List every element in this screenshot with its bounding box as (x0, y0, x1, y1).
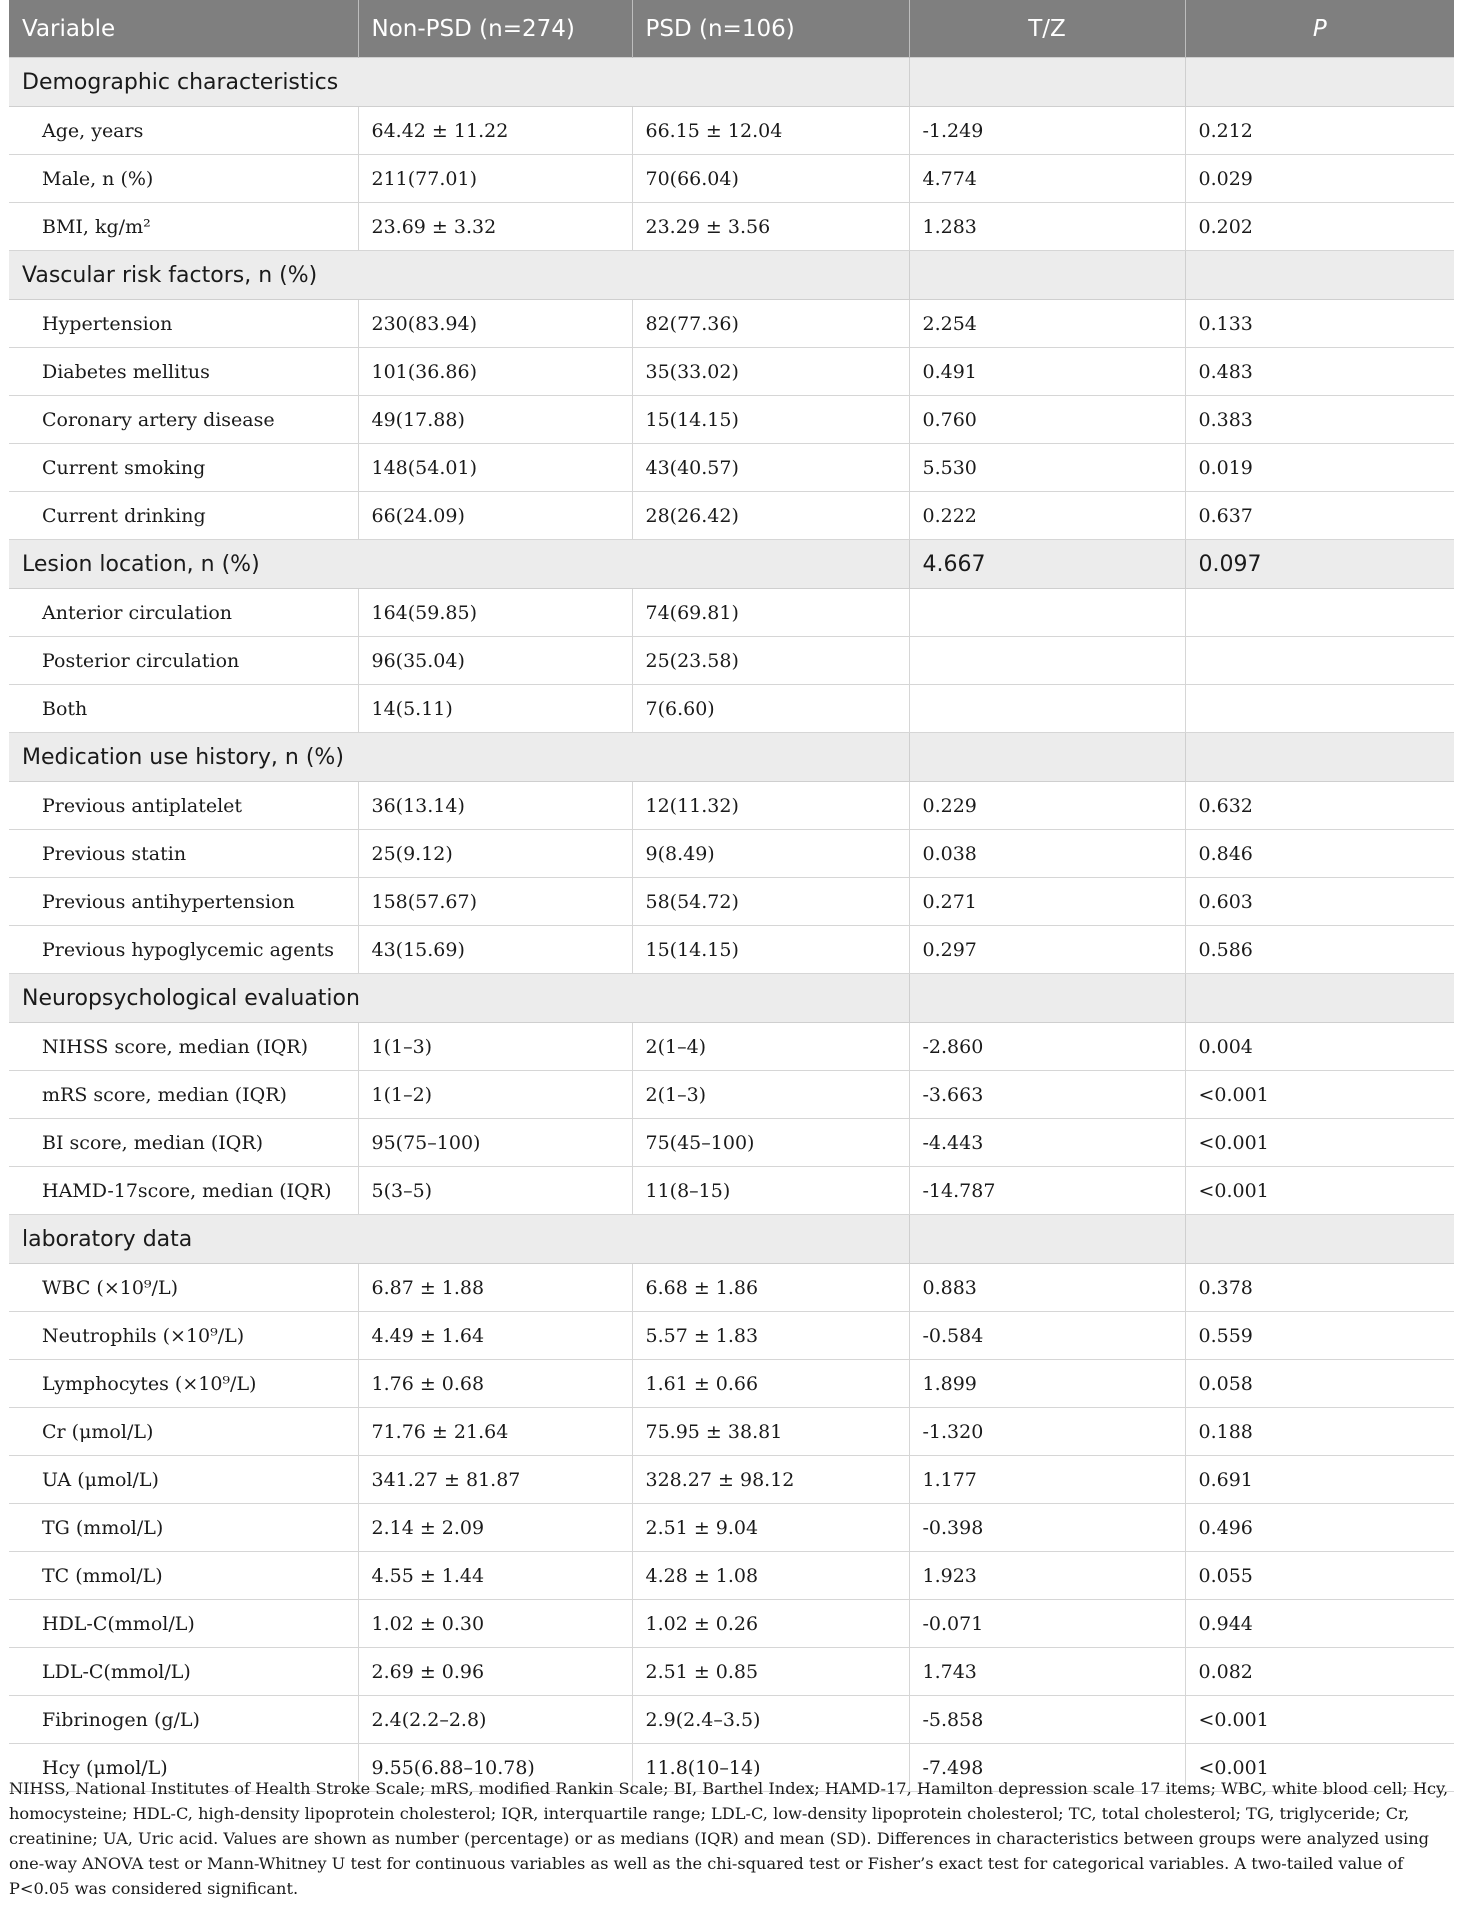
cell-psd: 2.9(2.4–3.5) (632, 1696, 909, 1744)
cell-p: 0.004 (1185, 1023, 1454, 1071)
header-psd: PSD (n=106) (632, 0, 909, 58)
cell-tz: -0.398 (909, 1504, 1185, 1552)
table-row (9, 1360, 1454, 1408)
cell-variable: TG (mmol/L) (9, 1504, 358, 1552)
cell-non-psd: 95(75–100) (358, 1119, 632, 1167)
cell-p: 0.496 (1185, 1504, 1454, 1552)
cell-psd: 6.68 ± 1.86 (632, 1264, 909, 1312)
header-p: P (1185, 0, 1454, 58)
cell-p: 0.055 (1185, 1552, 1454, 1600)
section-row (9, 1215, 1454, 1264)
cell-non-psd: 158(57.67) (358, 878, 632, 926)
section-title: laboratory data (9, 1215, 909, 1264)
cell-variable: TC (mmol/L) (9, 1552, 358, 1600)
cell-variable: Current smoking (9, 444, 358, 492)
cell-p: 0.029 (1185, 155, 1454, 203)
cell-variable: Fibrinogen (g/L) (9, 1696, 358, 1744)
cell-non-psd: 5(3–5) (358, 1167, 632, 1215)
section-row (9, 733, 1454, 782)
cell-psd: 66.15 ± 12.04 (632, 107, 909, 155)
cell-tz: 0.297 (909, 926, 1185, 974)
cell-tz: 5.530 (909, 444, 1185, 492)
cell-p: 0.202 (1185, 203, 1454, 251)
cell-variable: Lymphocytes (×10⁹/L) (9, 1360, 358, 1408)
section-row (9, 251, 1454, 300)
cell-p: 0.019 (1185, 444, 1454, 492)
section-tz (909, 58, 1185, 107)
table-row (9, 1264, 1454, 1312)
cell-psd: 7(6.60) (632, 685, 909, 733)
table-row (9, 830, 1454, 878)
table-footnote: NIHSS, National Institutes of Health Stroke Scale; mRS, modified Rankin Scale; BI, Barthel Index; HAMD-17, Hamilton depression scale 17 items; WBC, white blood cell; Hcy, homocysteine; HDL-C, high-density lipoprotein cholesterol; IQR, interquartile range; LDL-C, low-density lipoprotein cholesterol; TC, total cholesterol; TG, triglyceride; Cr, creatinine; UA, Uric acid. Values are shown as number (percentage) or as medians (IQR) and mean (SD). Differences in characteristics between groups were analyzed using one-way ANOVA test or Mann-Whitney U test for continuous variables as well as the chi-squared test or Fisher’s exact test for categorical variables. A two-tailed value of P<0.05 was considered significant. (9, 1779, 1449, 1898)
cell-variable: Previous antiplatelet (9, 782, 358, 830)
cell-tz: 0.760 (909, 396, 1185, 444)
cell-tz: 0.271 (909, 878, 1185, 926)
cell-psd: 1.61 ± 0.66 (632, 1360, 909, 1408)
table-row (9, 1023, 1454, 1071)
section-p (1185, 251, 1454, 300)
cell-p: 0.691 (1185, 1456, 1454, 1504)
cell-non-psd: 36(13.14) (358, 782, 632, 830)
cell-psd: 28(26.42) (632, 492, 909, 540)
cell-p: 0.944 (1185, 1600, 1454, 1648)
header-row (9, 0, 1454, 58)
cell-non-psd: 43(15.69) (358, 926, 632, 974)
section-tz (909, 974, 1185, 1023)
cell-non-psd: 96(35.04) (358, 637, 632, 685)
cell-non-psd: 14(5.11) (358, 685, 632, 733)
section-tz (909, 1215, 1185, 1264)
cell-tz: -3.663 (909, 1071, 1185, 1119)
cell-psd: 35(33.02) (632, 348, 909, 396)
cell-psd: 15(14.15) (632, 396, 909, 444)
section-title: Medication use history, n (%) (9, 733, 909, 782)
cell-psd: 2(1–3) (632, 1071, 909, 1119)
cell-non-psd: 1.02 ± 0.30 (358, 1600, 632, 1648)
table-row (9, 1456, 1454, 1504)
table-row (9, 1504, 1454, 1552)
cell-psd: 12(11.32) (632, 782, 909, 830)
cell-p (1185, 589, 1454, 637)
cell-variable: Previous hypoglycemic agents (9, 926, 358, 974)
cell-tz: -2.860 (909, 1023, 1185, 1071)
cell-p: 0.133 (1185, 300, 1454, 348)
cell-tz: 1.743 (909, 1648, 1185, 1696)
cell-tz: 1.923 (909, 1552, 1185, 1600)
cell-p: 0.188 (1185, 1408, 1454, 1456)
cell-non-psd: 341.27 ± 81.87 (358, 1456, 632, 1504)
cell-non-psd: 230(83.94) (358, 300, 632, 348)
cell-psd: 75.95 ± 38.81 (632, 1408, 909, 1456)
section-p (1185, 733, 1454, 782)
cell-tz: -1.249 (909, 107, 1185, 155)
header-tz: T/Z (909, 0, 1185, 58)
cell-psd: 2.51 ± 9.04 (632, 1504, 909, 1552)
section-p (1185, 974, 1454, 1023)
section-row (9, 540, 1454, 589)
cell-psd: 5.57 ± 1.83 (632, 1312, 909, 1360)
table-container (9, 0, 1454, 1792)
cell-non-psd: 1.76 ± 0.68 (358, 1360, 632, 1408)
cell-variable: BI score, median (IQR) (9, 1119, 358, 1167)
cell-p: <0.001 (1185, 1167, 1454, 1215)
cell-variable: Both (9, 685, 358, 733)
cell-tz: -4.443 (909, 1119, 1185, 1167)
cell-p (1185, 685, 1454, 733)
cell-variable: HAMD-17score, median (IQR) (9, 1167, 358, 1215)
cell-variable: WBC (×10⁹/L) (9, 1264, 358, 1312)
table-row (9, 348, 1454, 396)
cell-tz: 2.254 (909, 300, 1185, 348)
cell-non-psd: 66(24.09) (358, 492, 632, 540)
table-row (9, 300, 1454, 348)
section-tz (909, 251, 1185, 300)
cell-variable: Anterior circulation (9, 589, 358, 637)
section-p: 0.097 (1185, 540, 1454, 589)
cell-non-psd: 1(1–3) (358, 1023, 632, 1071)
cell-tz: 1.899 (909, 1360, 1185, 1408)
table-row (9, 1696, 1454, 1744)
cell-variable: mRS score, median (IQR) (9, 1071, 358, 1119)
cell-variable: HDL-C(mmol/L) (9, 1600, 358, 1648)
cell-psd: 15(14.15) (632, 926, 909, 974)
cell-p: 0.383 (1185, 396, 1454, 444)
cell-p: 0.846 (1185, 830, 1454, 878)
table-row (9, 782, 1454, 830)
cell-variable: Posterior circulation (9, 637, 358, 685)
cell-p: <0.001 (1185, 1744, 1454, 1792)
table-row (9, 637, 1454, 685)
cell-tz: -14.787 (909, 1167, 1185, 1215)
cell-tz: 4.774 (909, 155, 1185, 203)
table-row (9, 926, 1454, 974)
cell-variable: Cr (μmol/L) (9, 1408, 358, 1456)
section-tz: 4.667 (909, 540, 1185, 589)
cell-variable: Age, years (9, 107, 358, 155)
cell-tz: 0.038 (909, 830, 1185, 878)
cell-non-psd: 148(54.01) (358, 444, 632, 492)
cell-p: 0.212 (1185, 107, 1454, 155)
cell-psd: 4.28 ± 1.08 (632, 1552, 909, 1600)
cell-non-psd: 2.14 ± 2.09 (358, 1504, 632, 1552)
cell-tz: -0.071 (909, 1600, 1185, 1648)
table-row (9, 685, 1454, 733)
cell-variable: UA (μmol/L) (9, 1456, 358, 1504)
cell-psd: 25(23.58) (632, 637, 909, 685)
cell-psd: 82(77.36) (632, 300, 909, 348)
cell-non-psd: 25(9.12) (358, 830, 632, 878)
cell-tz: -0.584 (909, 1312, 1185, 1360)
cell-variable: NIHSS score, median (IQR) (9, 1023, 358, 1071)
cell-p: <0.001 (1185, 1119, 1454, 1167)
cell-psd: 74(69.81) (632, 589, 909, 637)
cell-tz: -7.498 (909, 1744, 1185, 1792)
cell-p: 0.483 (1185, 348, 1454, 396)
cell-p: <0.001 (1185, 1696, 1454, 1744)
cell-non-psd: 6.87 ± 1.88 (358, 1264, 632, 1312)
table-row (9, 1600, 1454, 1648)
section-title: Vascular risk factors, n (%) (9, 251, 909, 300)
cell-non-psd: 4.49 ± 1.64 (358, 1312, 632, 1360)
table-row (9, 396, 1454, 444)
cell-variable: Neutrophils (×10⁹/L) (9, 1312, 358, 1360)
table-row (9, 107, 1454, 155)
cell-psd: 11.8(10–14) (632, 1744, 909, 1792)
cell-p: 0.058 (1185, 1360, 1454, 1408)
cell-psd: 70(66.04) (632, 155, 909, 203)
table-row (9, 1071, 1454, 1119)
cell-non-psd: 9.55(6.88–10.78) (358, 1744, 632, 1792)
cell-psd: 328.27 ± 98.12 (632, 1456, 909, 1504)
table-row (9, 1312, 1454, 1360)
cell-p: 0.637 (1185, 492, 1454, 540)
table-row (9, 589, 1454, 637)
cell-psd: 75(45–100) (632, 1119, 909, 1167)
cell-psd: 2.51 ± 0.85 (632, 1648, 909, 1696)
cell-tz: 1.283 (909, 203, 1185, 251)
cell-tz: 0.491 (909, 348, 1185, 396)
cell-tz: -1.320 (909, 1408, 1185, 1456)
table-row (9, 878, 1454, 926)
table-row (9, 1552, 1454, 1600)
section-title: Lesion location, n (%) (9, 540, 909, 589)
cell-non-psd: 71.76 ± 21.64 (358, 1408, 632, 1456)
cell-p (1185, 637, 1454, 685)
table-row (9, 444, 1454, 492)
table-row (9, 1119, 1454, 1167)
cell-p: 0.632 (1185, 782, 1454, 830)
cell-psd: 23.29 ± 3.56 (632, 203, 909, 251)
cell-p: 0.559 (1185, 1312, 1454, 1360)
cell-non-psd: 164(59.85) (358, 589, 632, 637)
cell-tz: 0.883 (909, 1264, 1185, 1312)
cell-non-psd: 211(77.01) (358, 155, 632, 203)
table-body (9, 58, 1454, 1792)
section-p (1185, 58, 1454, 107)
table-row (9, 155, 1454, 203)
cell-non-psd: 23.69 ± 3.32 (358, 203, 632, 251)
cell-variable: Coronary artery disease (9, 396, 358, 444)
header-variable: Variable (9, 0, 358, 58)
table-row (9, 492, 1454, 540)
characteristics-table (9, 0, 1454, 1792)
section-row (9, 974, 1454, 1023)
table-row (9, 1648, 1454, 1696)
cell-variable: Hcy (μmol/L) (9, 1744, 358, 1792)
cell-p: 0.378 (1185, 1264, 1454, 1312)
cell-tz: 1.177 (909, 1456, 1185, 1504)
cell-non-psd: 1(1–2) (358, 1071, 632, 1119)
cell-non-psd: 101(36.86) (358, 348, 632, 396)
cell-variable: Diabetes mellitus (9, 348, 358, 396)
cell-p: 0.586 (1185, 926, 1454, 974)
cell-variable: Hypertension (9, 300, 358, 348)
cell-p: <0.001 (1185, 1071, 1454, 1119)
cell-psd: 2(1–4) (632, 1023, 909, 1071)
cell-variable: BMI, kg/m² (9, 203, 358, 251)
cell-non-psd: 2.69 ± 0.96 (358, 1648, 632, 1696)
cell-tz: 0.229 (909, 782, 1185, 830)
cell-p: 0.082 (1185, 1648, 1454, 1696)
cell-tz (909, 685, 1185, 733)
table-row (9, 1167, 1454, 1215)
section-tz (909, 733, 1185, 782)
cell-tz: 0.222 (909, 492, 1185, 540)
cell-psd: 58(54.72) (632, 878, 909, 926)
cell-p: 0.603 (1185, 878, 1454, 926)
section-row (9, 58, 1454, 107)
cell-psd: 43(40.57) (632, 444, 909, 492)
cell-variable: Current drinking (9, 492, 358, 540)
table-row (9, 203, 1454, 251)
cell-variable: LDL-C(mmol/L) (9, 1648, 358, 1696)
cell-psd: 11(8–15) (632, 1167, 909, 1215)
cell-tz (909, 589, 1185, 637)
section-p (1185, 1215, 1454, 1264)
cell-non-psd: 4.55 ± 1.44 (358, 1552, 632, 1600)
cell-non-psd: 64.42 ± 11.22 (358, 107, 632, 155)
cell-variable: Male, n (%) (9, 155, 358, 203)
cell-non-psd: 2.4(2.2–2.8) (358, 1696, 632, 1744)
section-title: Neuropsychological evaluation (9, 974, 909, 1023)
cell-variable: Previous statin (9, 830, 358, 878)
cell-tz (909, 637, 1185, 685)
cell-psd: 9(8.49) (632, 830, 909, 878)
table-row (9, 1408, 1454, 1456)
cell-tz: -5.858 (909, 1696, 1185, 1744)
cell-psd: 1.02 ± 0.26 (632, 1600, 909, 1648)
header-non-psd: Non-PSD (n=274) (358, 0, 632, 58)
section-title: Demographic characteristics (9, 58, 909, 107)
cell-non-psd: 49(17.88) (358, 396, 632, 444)
cell-variable: Previous antihypertension (9, 878, 358, 926)
